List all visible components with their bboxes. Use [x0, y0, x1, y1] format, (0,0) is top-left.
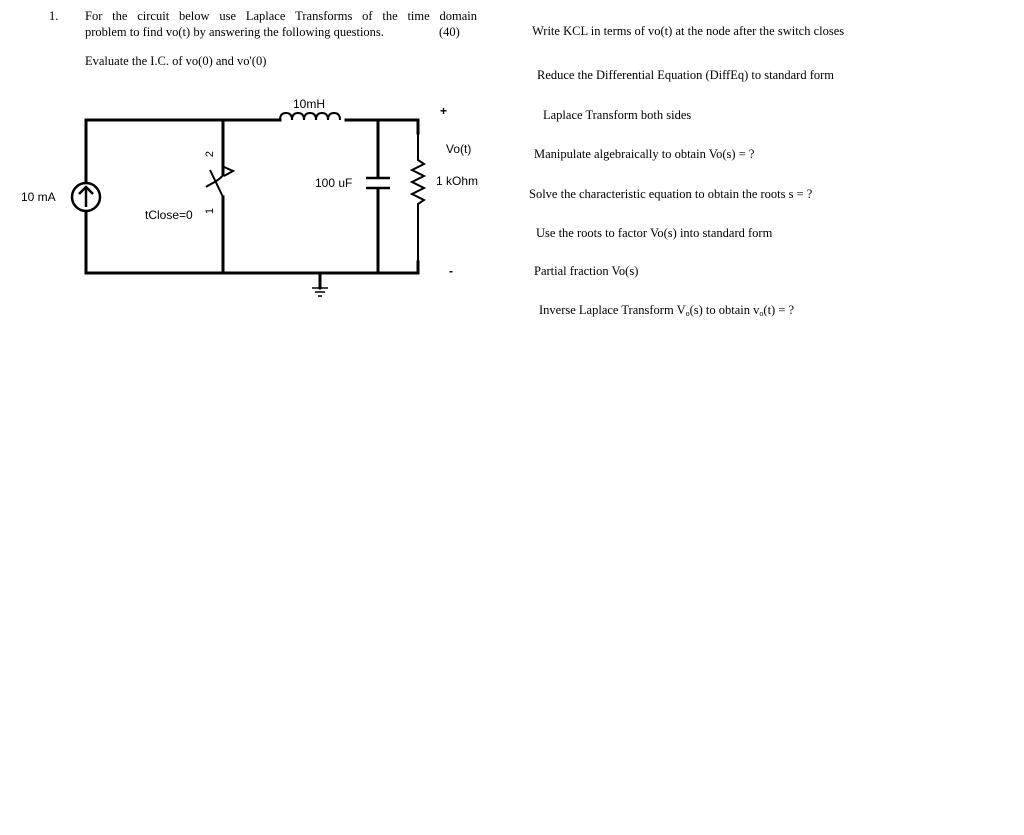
inverse-text-2: (s) to obtain v [689, 303, 760, 317]
word: below [178, 9, 210, 23]
inverse-text-1: Inverse Laplace Transform V [539, 303, 686, 317]
word: Laplace [245, 9, 286, 23]
output-label: Vo(t) [446, 142, 472, 156]
current-source-icon [72, 183, 100, 211]
circuit-diagram [0, 0, 520, 320]
inverse-text-3: (t) = ? [763, 303, 795, 317]
inverse-subscript-2: o [759, 309, 764, 318]
plus-sign: + [440, 104, 448, 118]
word: For [85, 9, 103, 23]
capacitor-label: 100 uF [315, 176, 353, 190]
inductor-icon [280, 113, 340, 120]
word: the [382, 9, 398, 23]
problem-points: (40) [439, 25, 460, 39]
resistor-icon [412, 133, 424, 262]
word: of [362, 9, 373, 23]
switch-pin-2: 2 [204, 150, 217, 158]
step-factor: Use the roots to factor Vo(s) into standard form [536, 226, 773, 240]
step-laplace-transform: Laplace Transform both sides [543, 108, 692, 122]
step-partial-fraction: Partial fraction Vo(s) [534, 264, 639, 278]
inverse-subscript-1: o [685, 309, 690, 318]
step-reduce-diffeq: Reduce the Differential Equation (DiffEq) to standard form [537, 68, 835, 82]
ic-question: Evaluate the I.C. of vo(0) and vo'(0) [85, 54, 267, 68]
word: Transforms [295, 9, 353, 23]
word: use [219, 9, 237, 23]
wire-top-left [86, 120, 280, 184]
resistor-label: 1 kOhm [436, 174, 479, 188]
source-label: 10 mA [21, 190, 56, 204]
step-kcl: Write KCL in terms of vo(t) at the node after the switch closes [532, 24, 845, 38]
step-manipulate: Manipulate algebraically to obtain Vo(s) = ? [534, 147, 755, 161]
switch-label: tClose=0 [145, 208, 193, 222]
word: the [112, 9, 128, 23]
step-inverse-laplace [539, 303, 794, 318]
problem-number: 1. [49, 9, 59, 23]
wire-top-right [346, 120, 418, 133]
switch-pin-1: 1 [204, 207, 217, 215]
switch-icon [206, 167, 233, 197]
word: time [407, 9, 430, 23]
capacitor-icon [366, 178, 390, 188]
step-solve-roots: Solve the characteristic equation to obtain the roots s = ? [529, 187, 813, 201]
minus-sign: - [449, 264, 453, 278]
inductor-label: 10mH [293, 97, 326, 111]
word: circuit [137, 9, 170, 23]
word: domain [439, 9, 477, 23]
wire-left-bottom [86, 207, 418, 273]
problem-line-2: problem to find vo(t) by answering the following questions. [85, 25, 384, 39]
